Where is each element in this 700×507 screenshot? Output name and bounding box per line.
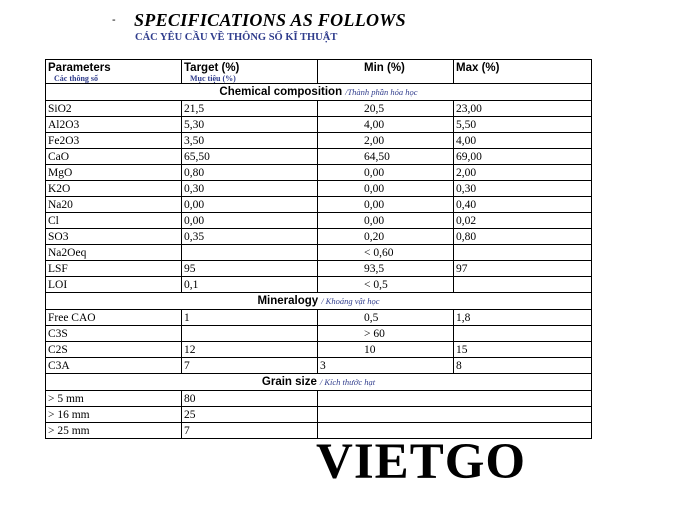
section-title: Grain size xyxy=(261,376,317,388)
document-subtitle: CÁC YÊU CẦU VỀ THÔNG SỐ KĨ THUẬT xyxy=(135,32,338,43)
target-cell: 0,35 xyxy=(182,229,318,245)
column-header-min: Min (%) xyxy=(318,60,454,84)
empty-cell xyxy=(318,391,592,407)
table-row xyxy=(46,391,592,407)
target-cell: 65,50 xyxy=(182,149,318,165)
max-cell: 5,50 xyxy=(454,117,592,133)
max-cell: 0,02 xyxy=(454,213,592,229)
min-cell: 0,5 xyxy=(318,310,454,326)
max-cell: 2,00 xyxy=(454,165,592,181)
max-cell: 0,40 xyxy=(454,197,592,213)
target-cell: 0,30 xyxy=(182,181,318,197)
max-cell: 23,00 xyxy=(454,101,592,117)
target-cell xyxy=(182,245,318,261)
max-cell: 97 xyxy=(454,261,592,277)
empty-cell xyxy=(318,407,592,423)
parameter-cell: MgO xyxy=(46,165,182,181)
target-cell: 12 xyxy=(182,342,318,358)
vietgo-logo: VIETGO xyxy=(316,434,527,490)
parameter-cell: C2S xyxy=(46,342,182,358)
min-cell: 4,00 xyxy=(318,117,454,133)
max-cell: 69,00 xyxy=(454,149,592,165)
target-cell: 7 xyxy=(182,423,318,439)
table-row xyxy=(46,165,592,181)
section-row-chemical xyxy=(46,84,592,101)
min-cell: 93,5 xyxy=(318,261,454,277)
table-row xyxy=(46,310,592,326)
parameter-cell: Cl xyxy=(46,213,182,229)
parameter-cell: C3S xyxy=(46,326,182,342)
column-header-max: Max (%) xyxy=(454,60,592,84)
table-row xyxy=(46,149,592,165)
table-row xyxy=(46,245,592,261)
column-subheader-target: Mục tiệu (%) xyxy=(190,74,236,83)
min-cell: 20,5 xyxy=(318,101,454,117)
bullet-dash: - xyxy=(112,14,116,26)
max-cell: 4,00 xyxy=(454,133,592,149)
max-cell: 1,8 xyxy=(454,310,592,326)
parameter-cell: Al2O3 xyxy=(46,117,182,133)
section-heading xyxy=(46,374,592,391)
parameter-cell: LSF xyxy=(46,261,182,277)
parameter-cell: C3A xyxy=(46,358,182,374)
min-cell: 0,00 xyxy=(318,165,454,181)
target-cell: 1 xyxy=(182,310,318,326)
table-row xyxy=(46,407,592,423)
parameter-cell: Free CAO xyxy=(46,310,182,326)
min-cell: 3 xyxy=(318,358,454,374)
min-cell: < 0,5 xyxy=(318,277,454,293)
parameter-cell: > 16 mm xyxy=(46,407,182,423)
table-header-row xyxy=(46,60,592,84)
parameter-cell: Na20 xyxy=(46,197,182,213)
max-cell xyxy=(454,245,592,261)
table-row xyxy=(46,277,592,293)
section-subtitle: / Khoáng vật học xyxy=(321,296,380,306)
table-row xyxy=(46,101,592,117)
parameter-cell: CaO xyxy=(46,149,182,165)
min-cell: 2,00 xyxy=(318,133,454,149)
table-row xyxy=(46,133,592,149)
table-row xyxy=(46,181,592,197)
target-cell: 0,1 xyxy=(182,277,318,293)
target-cell: 5,30 xyxy=(182,117,318,133)
target-cell: 0,00 xyxy=(182,213,318,229)
parameter-cell: Na2Oeq xyxy=(46,245,182,261)
min-cell: 0,00 xyxy=(318,213,454,229)
min-cell: 0,20 xyxy=(318,229,454,245)
table-row xyxy=(46,117,592,133)
min-cell: 10 xyxy=(318,342,454,358)
section-heading xyxy=(46,293,592,310)
table-row xyxy=(46,342,592,358)
parameter-cell: SiO2 xyxy=(46,101,182,117)
target-cell: 80 xyxy=(182,391,318,407)
parameter-cell: > 25 mm xyxy=(46,423,182,439)
max-cell: 0,30 xyxy=(454,181,592,197)
parameter-cell: > 5 mm xyxy=(46,391,182,407)
section-row-mineralogy xyxy=(46,293,592,310)
target-cell: 0,00 xyxy=(182,197,318,213)
min-cell: 0,00 xyxy=(318,181,454,197)
target-cell: 7 xyxy=(182,358,318,374)
max-cell xyxy=(454,277,592,293)
table-row xyxy=(46,358,592,374)
max-cell: 8 xyxy=(454,358,592,374)
target-cell: 21,5 xyxy=(182,101,318,117)
section-row-grain xyxy=(46,374,592,391)
section-title: Mineralogy xyxy=(257,295,319,307)
max-cell: 0,80 xyxy=(454,229,592,245)
document-title: SPECIFICATIONS AS FOLLOWS xyxy=(134,10,406,30)
section-heading xyxy=(46,84,592,101)
min-cell: 64,50 xyxy=(318,149,454,165)
table-row xyxy=(46,229,592,245)
parameter-cell: Fe2O3 xyxy=(46,133,182,149)
target-cell: 3,50 xyxy=(182,133,318,149)
max-cell xyxy=(454,326,592,342)
target-cell xyxy=(182,326,318,342)
target-cell: 95 xyxy=(182,261,318,277)
section-title: Chemical composition xyxy=(219,86,343,98)
table-row xyxy=(46,213,592,229)
table-row xyxy=(46,261,592,277)
parameter-cell: K2O xyxy=(46,181,182,197)
column-subheader-parameters: Các thông số xyxy=(54,74,99,83)
table-row xyxy=(46,326,592,342)
column-header-target: Target (%) Mục tiệu (%) xyxy=(182,60,318,84)
min-cell: < 0,60 xyxy=(318,245,454,261)
parameter-cell: LOI xyxy=(46,277,182,293)
specifications-table xyxy=(45,59,592,439)
parameter-cell: SO3 xyxy=(46,229,182,245)
section-subtitle: /Thành phần hóa học xyxy=(345,87,418,97)
target-cell: 25 xyxy=(182,407,318,423)
max-cell: 15 xyxy=(454,342,592,358)
target-cell: 0,80 xyxy=(182,165,318,181)
column-header-parameters: Parameters Các thông số xyxy=(46,60,182,84)
min-cell: 0,00 xyxy=(318,197,454,213)
table-row xyxy=(46,197,592,213)
section-subtitle: / Kích thước hạt xyxy=(319,377,376,387)
min-cell: > 60 xyxy=(318,326,454,342)
